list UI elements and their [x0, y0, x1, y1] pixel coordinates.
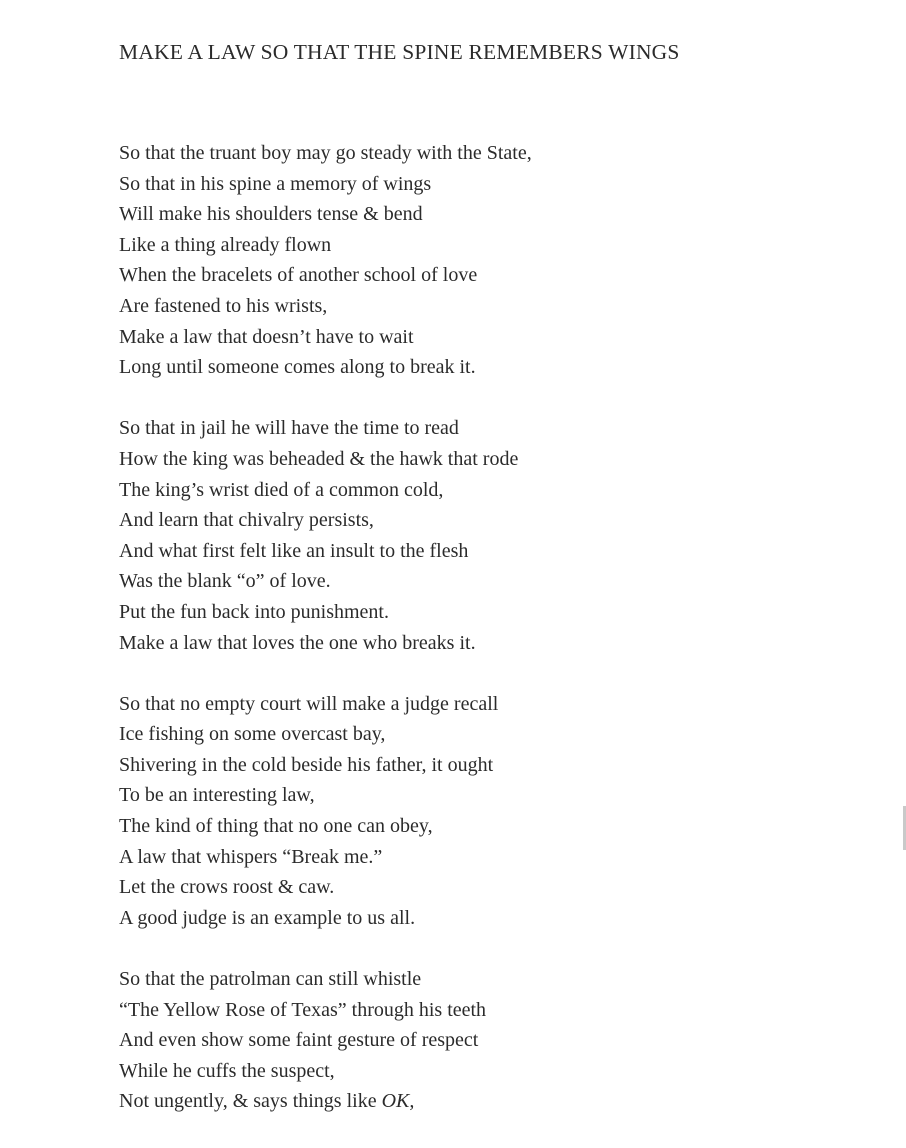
- poem-line: Will make his shoulders tense & bend: [119, 203, 423, 226]
- poem-line: And what first felt like an insult to the flesh: [119, 539, 469, 562]
- poem-line: How the king was beheaded & the hawk that rode: [119, 447, 519, 470]
- poem-line: Put the fun back into punishment.: [119, 600, 389, 623]
- poem-line: Ice fishing on some overcast bay,: [119, 723, 386, 746]
- poem-body: [119, 138, 879, 1117]
- poem-line: While he cuffs the suspect,: [119, 1059, 335, 1082]
- poem-line: So that no empty court will make a judge recall: [119, 692, 499, 715]
- line-text: Not ungently, & says things like: [119, 1090, 382, 1113]
- poem-page: [119, 38, 879, 1148]
- poem-line: So that the truant boy may go steady with the State,: [119, 142, 532, 164]
- poem-line: Are fastened to his wrists,: [119, 294, 328, 317]
- poem-line: “The Yellow Rose of Texas” through his teeth: [119, 998, 487, 1021]
- poem-line: The kind of thing that no one can obey,: [119, 815, 433, 838]
- poem-line: A good judge is an example to us all.: [119, 906, 416, 929]
- poem-line: Shivering in the cold beside his father, it ought: [119, 753, 494, 776]
- poem-line: When the bracelets of another school of love: [119, 264, 478, 287]
- poem-title: MAKE A LAW SO THAT THE SPINE REMEMBERS WINGS: [119, 40, 680, 64]
- poem-line: The king’s wrist died of a common cold,: [119, 478, 444, 501]
- poem-line: Make a law that loves the one who breaks it.: [119, 631, 476, 654]
- poem-line: Like a thing already flown: [119, 233, 332, 256]
- italic-word: OK,: [381, 1090, 415, 1113]
- poem-line: So that in his spine a memory of wings: [119, 172, 432, 195]
- poem-line-last: [119, 1086, 879, 1117]
- poem-line: Let the crows roost & caw.: [119, 876, 335, 899]
- poem-line: Long until someone comes along to break it.: [119, 356, 476, 379]
- stanza-1: [119, 138, 879, 383]
- poem-line: And even show some faint gesture of respect: [119, 1029, 479, 1052]
- poem-line: So that in jail he will have the time to read: [119, 417, 459, 440]
- poem-line: And learn that chivalry persists,: [119, 509, 374, 532]
- stanza-2: [119, 413, 879, 658]
- stanza-3: [119, 689, 879, 934]
- poem-line: Make a law that doesn’t have to wait: [119, 325, 414, 348]
- stanza-4: [119, 964, 879, 1117]
- poem-line: So that the patrolman can still whistle: [119, 968, 422, 991]
- poem-line: A law that whispers “Break me.”: [119, 845, 383, 868]
- poem-line: To be an interesting law,: [119, 784, 315, 807]
- poem-line: Was the blank “o” of love.: [119, 570, 331, 593]
